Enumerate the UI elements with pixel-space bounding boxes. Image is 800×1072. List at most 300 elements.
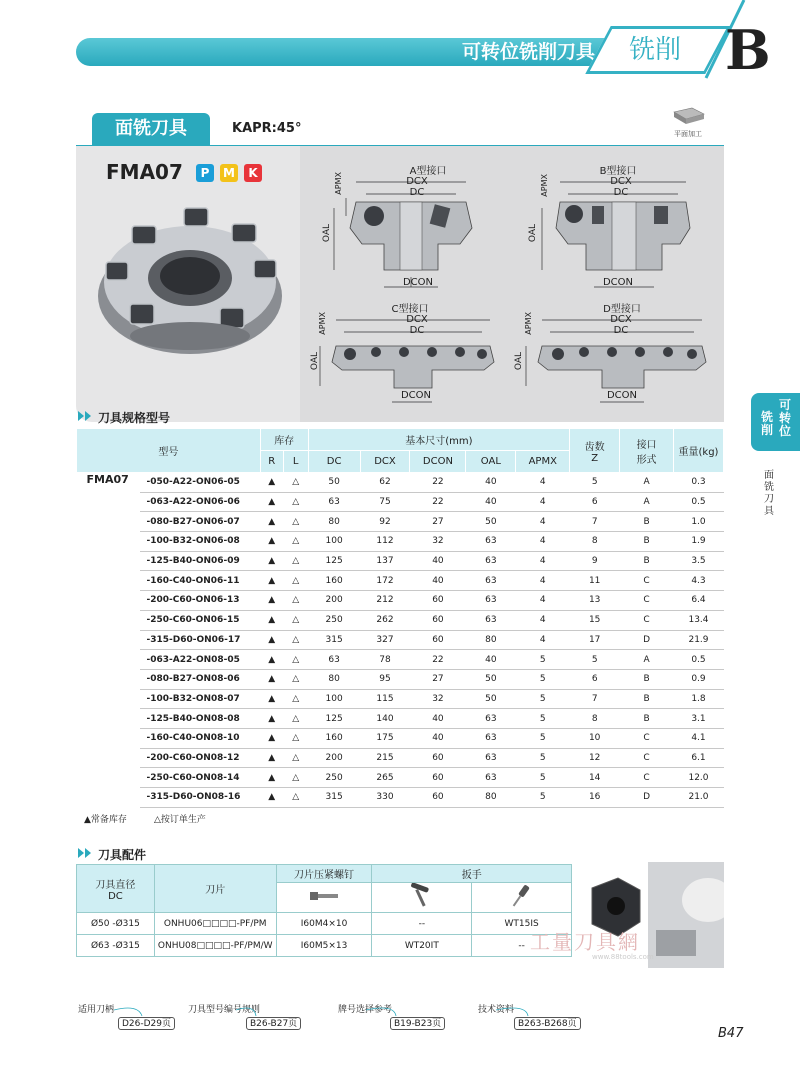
cell-z: 11: [570, 571, 620, 591]
cell-iface: C: [620, 748, 674, 768]
table-row: [77, 492, 724, 512]
cell-dc: 100: [308, 532, 360, 552]
cell-r: ▲: [260, 728, 283, 748]
th-oal: OAL: [466, 451, 516, 473]
footer-connectors: [76, 1000, 636, 1022]
th-acc-dia: 刀具直径 DC: [77, 865, 155, 913]
cell-dcon: 32: [410, 689, 466, 709]
cell-iface: A: [620, 473, 674, 493]
th-l: L: [283, 451, 308, 473]
cell-apmx: 4: [516, 610, 570, 630]
cell-r: ▲: [260, 689, 283, 709]
cell-r: ▲: [260, 669, 283, 689]
th-teeth: 齿数 Z: [570, 429, 620, 473]
model-code: -250-C60-ON08-14: [140, 768, 260, 788]
cell-oal: 63: [466, 551, 516, 571]
cell-r: ▲: [260, 591, 283, 611]
cell-iface: B: [620, 532, 674, 552]
side-tab[interactable]: [751, 393, 800, 451]
model-code: -080-B27-ON06-07: [140, 512, 260, 532]
table-row: [77, 630, 724, 650]
cell-z: 16: [570, 788, 620, 808]
cell-dcx: 330: [360, 788, 410, 808]
label-b: B型接口: [599, 166, 637, 177]
cell-dc: 315: [308, 630, 360, 650]
cell-iface: B: [620, 689, 674, 709]
kapr-label: KAPR:45°: [232, 121, 302, 136]
cell-w: 1.9: [674, 532, 724, 552]
cell-dcon: 60: [410, 591, 466, 611]
cell-oal: 50: [466, 669, 516, 689]
th-dc: DC: [308, 451, 360, 473]
cell-dcx: 175: [360, 728, 410, 748]
cell-z: 7: [570, 512, 620, 532]
cell-l: △: [283, 689, 308, 709]
cell-iface: C: [620, 728, 674, 748]
cell-dc: 160: [308, 571, 360, 591]
family-cell: [77, 630, 141, 650]
c-dcx: DCX: [406, 314, 428, 325]
ref-label-tech: 技术资料: [478, 1005, 515, 1015]
a-oal: OAL: [322, 224, 332, 243]
cell-r: ▲: [260, 610, 283, 630]
acc-wrench1: WT20IT: [372, 935, 472, 957]
family-cell: [77, 728, 141, 748]
table-row: [77, 532, 724, 552]
cell-apmx: 4: [516, 492, 570, 512]
screwdriver-icon: [507, 883, 537, 909]
cell-l: △: [283, 473, 308, 493]
acc-screw: I60M4×10: [276, 913, 372, 935]
cell-z: 6: [570, 492, 620, 512]
cell-dc: 125: [308, 551, 360, 571]
model-code: -080-B27-ON08-06: [140, 669, 260, 689]
badge-k: K: [244, 164, 262, 182]
cell-dc: 80: [308, 512, 360, 532]
table-row: [77, 689, 724, 709]
cell-z: 15: [570, 610, 620, 630]
a-dc: DC: [409, 187, 425, 198]
cell-dcx: 137: [360, 551, 410, 571]
cell-dcon: 22: [410, 473, 466, 493]
model-code: -160-C40-ON08-10: [140, 728, 260, 748]
cell-l: △: [283, 788, 308, 808]
flat-insert-icon: [670, 106, 706, 126]
cell-dcx: 115: [360, 689, 410, 709]
cell-oal: 80: [466, 788, 516, 808]
cell-iface: B: [620, 551, 674, 571]
section-letter: B: [725, 18, 771, 82]
cell-oal: 63: [466, 571, 516, 591]
screw-icon: [304, 884, 344, 908]
th-r: R: [260, 451, 283, 473]
cell-iface: C: [620, 591, 674, 611]
a-dcon: DCON: [402, 277, 434, 288]
acc-wrench2: WT15IS: [472, 913, 572, 935]
cell-oal: 63: [466, 768, 516, 788]
watermark-text: 工量刀具網: [530, 930, 640, 954]
label-a: A型接口: [409, 166, 447, 177]
cell-w: 0.5: [674, 492, 724, 512]
cell-w: 13.4: [674, 610, 724, 630]
model-code: -100-B32-ON08-07: [140, 689, 260, 709]
cell-l: △: [283, 669, 308, 689]
cell-dcx: 212: [360, 591, 410, 611]
th-acc-screw: 刀片压紧螺钉: [276, 865, 372, 883]
cell-w: 3.5: [674, 551, 724, 571]
cell-iface: B: [620, 709, 674, 729]
cell-r: ▲: [260, 551, 283, 571]
th-dims: 基本尺寸(mm): [308, 429, 570, 451]
table-row: [77, 551, 724, 571]
b-dcon: DCON: [602, 277, 634, 288]
product-model: FMA07: [106, 160, 183, 184]
cell-dcon: 27: [410, 512, 466, 532]
cell-apmx: 5: [516, 728, 570, 748]
table-row: [77, 473, 724, 493]
cell-iface: D: [620, 630, 674, 650]
a-dcx: DCX: [406, 176, 428, 187]
model-code: -125-B40-ON08-08: [140, 709, 260, 729]
cell-apmx: 5: [516, 748, 570, 768]
family-cell: [77, 610, 141, 630]
cell-w: 0.3: [674, 473, 724, 493]
cell-z: 14: [570, 768, 620, 788]
cell-oal: 63: [466, 728, 516, 748]
label-c: C型接口: [391, 304, 429, 315]
accessories-heading: 刀具配件: [98, 848, 147, 862]
cell-apmx: 4: [516, 630, 570, 650]
th-weight: 重量(kg): [674, 429, 724, 473]
cell-w: 21.9: [674, 630, 724, 650]
th-dcon: DCON: [410, 451, 466, 473]
cell-iface: C: [620, 571, 674, 591]
cell-dcon: 22: [410, 650, 466, 670]
cell-dcon: 40: [410, 709, 466, 729]
cell-dcx: 92: [360, 512, 410, 532]
cell-r: ▲: [260, 630, 283, 650]
cell-dc: 50: [308, 473, 360, 493]
ref-page-holder[interactable]: D26-D29页: [118, 1017, 175, 1030]
family-cell: [77, 709, 141, 729]
cell-dcon: 40: [410, 728, 466, 748]
th-model: 型号: [77, 429, 261, 473]
family-cell: [77, 669, 141, 689]
cell-r: ▲: [260, 788, 283, 808]
cell-dcon: 40: [410, 551, 466, 571]
cell-iface: C: [620, 610, 674, 630]
cell-l: △: [283, 610, 308, 630]
cell-oal: 63: [466, 610, 516, 630]
cell-z: 13: [570, 591, 620, 611]
legend-order: △按订单生产: [154, 815, 206, 825]
cell-w: 21.0: [674, 788, 724, 808]
cell-dcon: 40: [410, 571, 466, 591]
cell-dc: 250: [308, 768, 360, 788]
family-cell: [77, 512, 141, 532]
c-apmx: APMX: [318, 312, 327, 335]
cell-oal: 50: [466, 512, 516, 532]
cell-l: △: [283, 709, 308, 729]
section-title: 面铣刀具: [92, 113, 210, 145]
cell-dcx: 327: [360, 630, 410, 650]
cell-w: 6.1: [674, 748, 724, 768]
cell-apmx: 4: [516, 473, 570, 493]
cell-oal: 80: [466, 630, 516, 650]
model-code: -160-C40-ON06-11: [140, 571, 260, 591]
cell-oal: 63: [466, 591, 516, 611]
ref-label-holder: 适用刀柄: [78, 1005, 115, 1015]
acc-insert: ONHU06□□□□-PF/PM: [154, 913, 276, 935]
cell-dc: 80: [308, 669, 360, 689]
cell-apmx: 4: [516, 591, 570, 611]
cell-dc: 250: [308, 610, 360, 630]
acc-screw: I60M5×13: [276, 935, 372, 957]
d-dcx: DCX: [610, 314, 632, 325]
cell-r: ▲: [260, 512, 283, 532]
cell-oal: 40: [466, 650, 516, 670]
cell-w: 0.5: [674, 650, 724, 670]
cell-iface: A: [620, 650, 674, 670]
cell-apmx: 4: [516, 571, 570, 591]
acc-insert: ONHU08□□□□-PF/PM/W: [154, 935, 276, 957]
family-cell: [77, 768, 141, 788]
d-oal: OAL: [514, 352, 524, 371]
cell-dcon: 60: [410, 748, 466, 768]
b-oal: OAL: [528, 224, 538, 243]
cell-z: 6: [570, 669, 620, 689]
cell-dcon: 60: [410, 768, 466, 788]
cell-l: △: [283, 768, 308, 788]
cell-z: 5: [570, 473, 620, 493]
family-cell: [77, 748, 141, 768]
cell-l: △: [283, 551, 308, 571]
th-acc-wrench: 扳手: [372, 865, 572, 883]
cell-dcon: 27: [410, 669, 466, 689]
cell-r: ▲: [260, 532, 283, 552]
cell-apmx: 5: [516, 669, 570, 689]
cell-apmx: 5: [516, 709, 570, 729]
cell-apmx: 5: [516, 689, 570, 709]
insert-caption: 平面加工: [674, 130, 702, 138]
family-cell: [77, 532, 141, 552]
cell-w: 6.4: [674, 591, 724, 611]
c-dc: DC: [409, 325, 425, 336]
cell-z: 5: [570, 650, 620, 670]
banner-title: 可转位铣削刀具: [461, 41, 595, 63]
badge-p: P: [196, 164, 214, 182]
cell-dc: 100: [308, 689, 360, 709]
side-tab-label1: 可转 位: [778, 398, 791, 438]
cell-iface: B: [620, 669, 674, 689]
cell-dcx: 140: [360, 709, 410, 729]
t-wrench-icon: [407, 883, 437, 909]
screwdriver-image: [472, 883, 572, 913]
cell-dc: 315: [308, 788, 360, 808]
cell-l: △: [283, 748, 308, 768]
family-cell: [77, 689, 141, 709]
category-label: 铣削: [628, 35, 681, 65]
cell-dcx: 112: [360, 532, 410, 552]
cell-r: ▲: [260, 709, 283, 729]
acc-dia: Ø63 -Ø315: [77, 935, 155, 957]
cell-iface: A: [620, 492, 674, 512]
cell-l: △: [283, 571, 308, 591]
accessories-table: [76, 864, 572, 957]
cell-l: △: [283, 728, 308, 748]
table-row: [77, 610, 724, 630]
table-row: [77, 512, 724, 532]
model-code: -250-C60-ON06-15: [140, 610, 260, 630]
model-code: -100-B32-ON06-08: [140, 532, 260, 552]
table-row: [77, 571, 724, 591]
model-code: -315-D60-ON08-16: [140, 788, 260, 808]
c-dcon: DCON: [400, 390, 432, 401]
family-cell: [77, 492, 141, 512]
cell-z: 8: [570, 709, 620, 729]
c-oal: OAL: [310, 352, 320, 371]
ref-page-code[interactable]: B26-B27页: [246, 1017, 301, 1030]
cell-dc: 125: [308, 709, 360, 729]
cell-w: 1.0: [674, 512, 724, 532]
cell-r: ▲: [260, 473, 283, 493]
b-apmx: APMX: [540, 174, 549, 197]
cell-r: ▲: [260, 571, 283, 591]
cell-l: △: [283, 650, 308, 670]
cell-oal: 40: [466, 492, 516, 512]
cell-oal: 63: [466, 532, 516, 552]
table-row: [77, 768, 724, 788]
cell-dcx: 62: [360, 473, 410, 493]
table-row: [77, 709, 724, 729]
side-tab-label2: 铣 削: [760, 410, 773, 437]
cell-z: 9: [570, 551, 620, 571]
badge-m: M: [220, 164, 238, 182]
model-code: -050-A22-ON06-05: [140, 473, 260, 493]
ref-page-tech[interactable]: B263-B268页: [514, 1017, 581, 1030]
cell-dcx: 95: [360, 669, 410, 689]
cell-z: 7: [570, 689, 620, 709]
d-dcon: DCON: [606, 390, 638, 401]
b-dc: DC: [613, 187, 629, 198]
cell-oal: 50: [466, 689, 516, 709]
cell-l: △: [283, 532, 308, 552]
d-apmx: APMX: [524, 312, 533, 335]
cell-dcx: 265: [360, 768, 410, 788]
cell-dc: 200: [308, 591, 360, 611]
cell-dcon: 60: [410, 788, 466, 808]
cell-z: 12: [570, 748, 620, 768]
label-d: D型接口: [603, 304, 641, 315]
cell-apmx: 4: [516, 551, 570, 571]
table-row: [77, 669, 724, 689]
cell-w: 0.9: [674, 669, 724, 689]
cell-iface: C: [620, 768, 674, 788]
model-code: -315-D60-ON06-17: [140, 630, 260, 650]
cell-dcon: 32: [410, 532, 466, 552]
cell-r: ▲: [260, 492, 283, 512]
d-dc: DC: [613, 325, 629, 336]
double-arrow-icon: [78, 848, 96, 858]
screw-image: [276, 883, 372, 913]
cell-dc: 63: [308, 492, 360, 512]
double-arrow-icon: [78, 411, 96, 421]
cell-r: ▲: [260, 650, 283, 670]
cell-z: 8: [570, 532, 620, 552]
cell-dcx: 78: [360, 650, 410, 670]
cell-iface: D: [620, 788, 674, 808]
cell-apmx: 4: [516, 532, 570, 552]
cell-l: △: [283, 630, 308, 650]
th-iface: 接口 形式: [620, 429, 674, 473]
spec-heading: 刀具规格型号: [98, 411, 171, 425]
ref-page-grade[interactable]: B19-B23页: [390, 1017, 445, 1030]
model-code: -063-A22-ON08-05: [140, 650, 260, 670]
cutter-photo: [92, 196, 288, 366]
th-acc-insert: 刀片: [154, 865, 276, 913]
cell-iface: B: [620, 512, 674, 532]
cell-dc: 63: [308, 650, 360, 670]
cell-w: 1.8: [674, 689, 724, 709]
cell-apmx: 5: [516, 788, 570, 808]
cell-apmx: 4: [516, 512, 570, 532]
side-vertical-label: 面 铣 刀 具: [764, 470, 774, 517]
cell-apmx: 5: [516, 768, 570, 788]
cell-r: ▲: [260, 748, 283, 768]
model-code: -125-B40-ON06-09: [140, 551, 260, 571]
family-cell: [77, 591, 141, 611]
acc-wrench1: --: [372, 913, 472, 935]
b-dcx: DCX: [610, 176, 632, 187]
cell-oal: 40: [466, 473, 516, 493]
t-wrench-image: [372, 883, 472, 913]
cell-apmx: 5: [516, 650, 570, 670]
cell-l: △: [283, 591, 308, 611]
cell-dc: 160: [308, 728, 360, 748]
table-row: [77, 788, 724, 808]
th-apmx: APMX: [516, 451, 570, 473]
model-code: -063-A22-ON06-06: [140, 492, 260, 512]
cell-dcx: 75: [360, 492, 410, 512]
cell-r: ▲: [260, 768, 283, 788]
cell-w: 3.1: [674, 709, 724, 729]
cell-dc: 200: [308, 748, 360, 768]
family-cell: FMA07: [86, 473, 129, 486]
cell-l: △: [283, 512, 308, 532]
table-row: [77, 748, 724, 768]
cell-z: 10: [570, 728, 620, 748]
cell-oal: 63: [466, 748, 516, 768]
cell-w: 12.0: [674, 768, 724, 788]
table-row: [77, 728, 724, 748]
cell-dcx: 215: [360, 748, 410, 768]
family-cell: [77, 551, 141, 571]
cell-w: 4.3: [674, 571, 724, 591]
model-code: -200-C60-ON08-12: [140, 748, 260, 768]
table-row: [77, 650, 724, 670]
th-dcx: DCX: [360, 451, 410, 473]
th-stock: 库存: [260, 429, 308, 451]
cell-l: △: [283, 492, 308, 512]
table-row: [77, 591, 724, 611]
cell-dcx: 172: [360, 571, 410, 591]
cell-dcon: 60: [410, 610, 466, 630]
spec-table: [76, 428, 724, 808]
family-cell: [77, 571, 141, 591]
cell-dcon: 22: [410, 492, 466, 512]
model-code: -200-C60-ON06-13: [140, 591, 260, 611]
cell-z: 17: [570, 630, 620, 650]
